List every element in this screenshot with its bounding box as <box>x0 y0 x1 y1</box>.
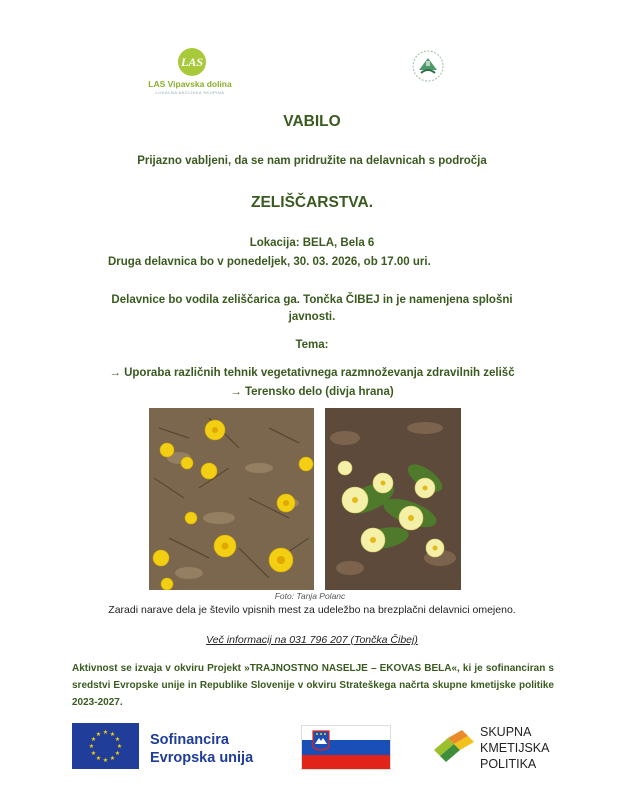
svg-text:★: ★ <box>114 750 121 757</box>
skp-line-3: POLITIKA <box>480 757 537 771</box>
las-logo <box>140 48 240 98</box>
svg-text:★: ★ <box>102 757 109 764</box>
svg-text:★: ★ <box>88 743 95 750</box>
slovenia-flag-icon <box>301 725 391 770</box>
svg-text:★: ★ <box>109 731 116 738</box>
skp-line-2: KMETIJSKA <box>480 741 550 755</box>
svg-text:★: ★ <box>114 736 121 743</box>
skp-logo <box>432 724 562 774</box>
leader-line-2: javnosti. <box>288 311 336 323</box>
svg-text:★: ★ <box>95 731 102 738</box>
topic-item-2: → Terensko delo (divja hrana) <box>230 386 394 398</box>
svg-text:★: ★ <box>95 755 102 762</box>
eu-flag-icon <box>72 723 139 769</box>
svg-text:★: ★ <box>90 750 97 757</box>
limit-note: Zaradi narave dela je število vpisnih mest za udeležbo na brezplačni delavnici omejeno. <box>108 604 516 616</box>
skp-mark-icon <box>432 728 476 768</box>
las-name: LAS Vipavska dolina <box>148 79 232 89</box>
page-title: VABILO <box>283 113 341 130</box>
location-text: Lokacija: BELA, Bela 6 <box>249 237 375 249</box>
leader-line-1: Delavnice bo vodila zeliščarica ga. Tončka ČIBEJ in je namenjena splošni <box>111 294 513 306</box>
invite-text: Prijazno vabljeni, da se nam pridružite na delavnicah s področja <box>137 155 487 167</box>
tema-label: Tema: <box>295 339 329 351</box>
ekovas-logo-icon <box>410 48 446 84</box>
las-subtitle: LOKALNA AKCIJSKA SKUPINA <box>155 90 225 95</box>
skp-label <box>480 724 549 772</box>
topic-item-1: → Uporaba različnih tehnik vegetativnega razmnoževanja zdravilnih zelišč <box>109 367 515 379</box>
photo-credit: Foto: Tanja Polanc <box>274 591 346 601</box>
primrose-photo <box>325 408 461 590</box>
svg-text:★: ★ <box>102 729 109 736</box>
coltsfoot-photo <box>149 408 314 590</box>
eu-line-2: Evropska unija <box>150 750 254 766</box>
more-info-link[interactable]: Več informacij na 031 796 207 (Tončka Čibej) <box>206 634 418 646</box>
svg-text:★: ★ <box>116 743 123 750</box>
svg-text:★: ★ <box>109 755 116 762</box>
eu-cofinancing-label <box>150 731 253 767</box>
topic-heading: ZELIŠČARSTVA. <box>251 194 373 211</box>
las-mark: LAS <box>178 48 206 76</box>
project-text: Aktivnost se izvaja v okviru Projekt »TRAJNOSTNO NASELJE – EKOVAS BELA«, ki je sofinanciran s sredstvi Evropske unije in Republike Slovenije v okviru Strateškega načrta skupne kmetijske politike 2023-2027. <box>72 663 554 708</box>
skp-line-1: SKUPNA <box>480 725 532 739</box>
workshop-date: Druga delavnica bo v ponedeljek, 30. 03. 2026, ob 17.00 uri. <box>108 256 431 268</box>
eu-line-1: Sofinancira <box>150 732 229 748</box>
svg-text:★: ★ <box>90 736 97 743</box>
